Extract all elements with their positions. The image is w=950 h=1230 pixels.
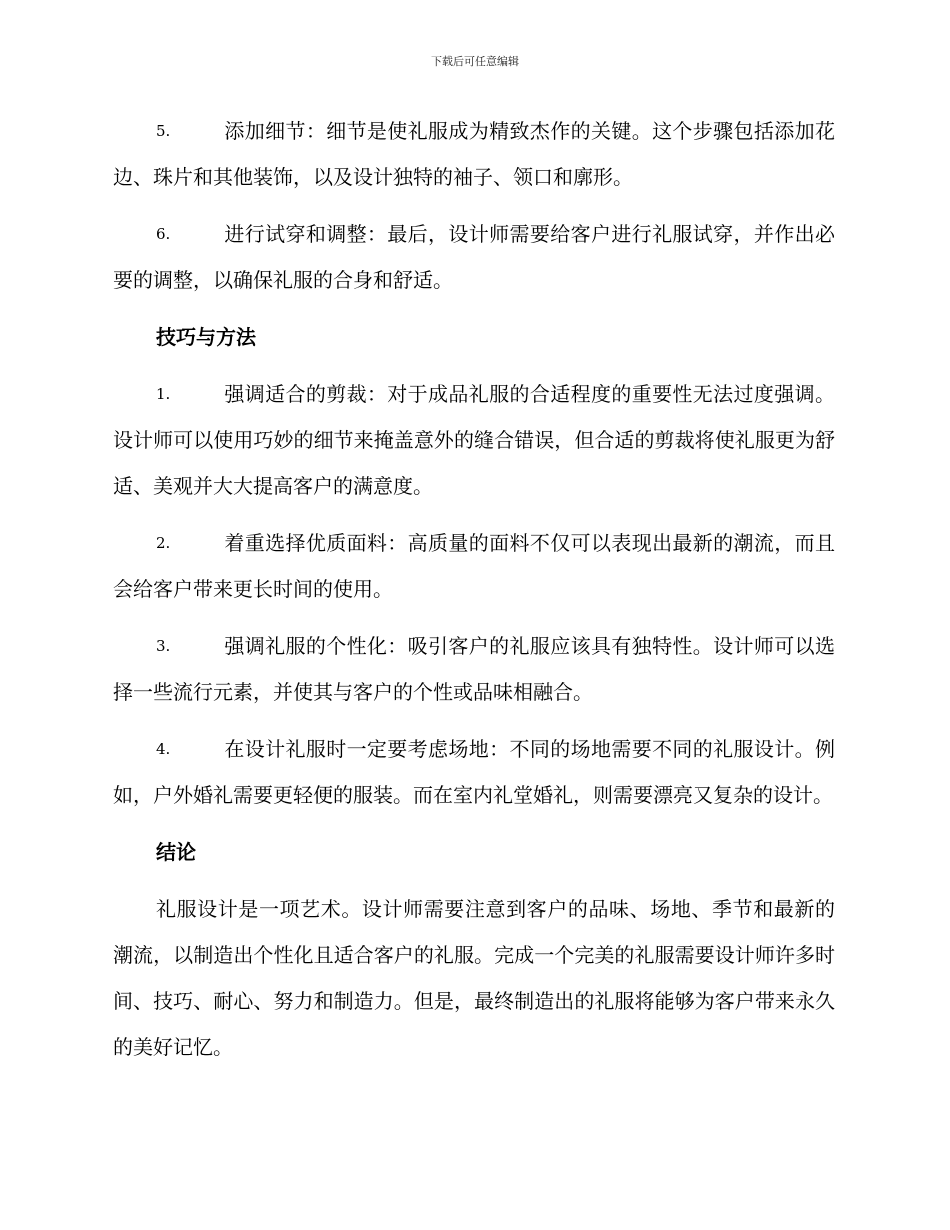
list-item-text: 强调礼服的个性化：吸引客户的礼服应该具有独特性。设计师可以选择一些流行元素，并使其与客户的个性或品味相融合。 <box>113 634 835 704</box>
section-heading-conclusion: 结论 <box>156 840 196 864</box>
list-item-step-5 <box>113 108 835 200</box>
list-item-technique-1 <box>113 371 835 509</box>
list-item-number: 1. <box>156 385 171 403</box>
list-item-text: 进行试穿和调整：最后，设计师需要给客户进行礼服试穿，并作出必要的调整，以确保礼服的合身和舒适。 <box>113 222 835 292</box>
list-item-text: 添加细节：细节是使礼服成为精致杰作的关键。这个步骤包括添加花边、珠片和其他装饰，以及设计独特的袖子、领口和廓形。 <box>113 119 835 189</box>
list-item-number: 5. <box>156 122 171 140</box>
list-item-text: 着重选择优质面料：高质量的面料不仅可以表现出最新的潮流，而且会给客户带来更长时间的使用。 <box>113 531 835 601</box>
list-item-number: 6. <box>156 225 171 243</box>
conclusion-paragraph: 礼服设计是一项艺术。设计师需要注意到客户的品味、场地、季节和最新的潮流，以制造出个性化且适合客户的礼服。完成一个完美的礼服需要设计师许多时间、技巧、耐心、努力和制造力。但是，最终制造出的礼服将能够为客户带来永久的美好记忆。 <box>113 897 835 1059</box>
page-header: 下载后可任意编辑 <box>431 55 519 68</box>
list-item-step-6 <box>113 211 835 303</box>
document-body <box>113 108 835 1070</box>
list-item-technique-3 <box>113 623 835 715</box>
list-item-number: 3. <box>156 637 171 655</box>
list-item-technique-4 <box>113 726 835 818</box>
section-heading-techniques: 技巧与方法 <box>156 325 256 349</box>
list-item-text: 强调适合的剪裁：对于成品礼服的合适程度的重要性无法过度强调。设计师可以使用巧妙的细节来掩盖意外的缝合错误，但合适的剪裁将使礼服更为舒适、美观并大大提高客户的满意度。 <box>113 382 835 498</box>
list-item-number: 4. <box>156 740 171 758</box>
list-item-number: 2. <box>156 534 171 552</box>
list-item-text: 在设计礼服时一定要考虑场地：不同的场地需要不同的礼服设计。例如，户外婚礼需要更轻便的服装。而在室内礼堂婚礼，则需要漂亮又复杂的设计。 <box>113 737 835 807</box>
list-item-technique-2 <box>113 520 835 612</box>
